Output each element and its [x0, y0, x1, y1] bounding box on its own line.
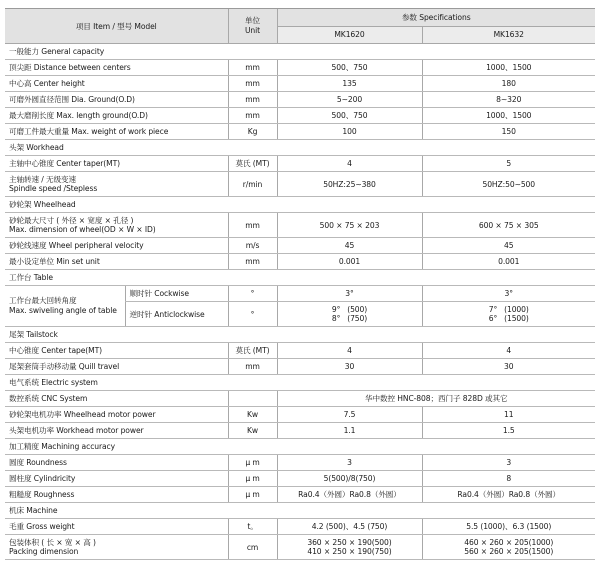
header-unit-cn: 单位	[245, 16, 260, 25]
row-label-cn: 主轴转速 / 无级变速	[9, 175, 77, 184]
section-machine	[5, 503, 595, 519]
section-title: 尾架 Tailstock	[5, 327, 595, 343]
row-value-mk1620: 30	[277, 359, 422, 375]
row-value-mk1632: 180	[422, 76, 595, 92]
table-row	[5, 124, 595, 140]
row-value-mk1632: 150	[422, 124, 595, 140]
table-row	[5, 471, 595, 487]
row-value-cnc: 华中数控 HNC-808；西门子 828D 或其它	[277, 391, 595, 407]
table-row	[5, 359, 595, 375]
header-row	[5, 9, 595, 27]
row-value-mk1632: 30	[422, 359, 595, 375]
row-label: 粗糙度 Roughness	[5, 487, 228, 503]
row-value-mk1632: 600 × 75 × 305	[422, 213, 595, 238]
row-value-mk1632: 1000、1500	[422, 60, 595, 76]
value-line: 360 × 250 × 190(500)	[307, 538, 392, 547]
row-value-mk1632	[422, 302, 595, 327]
row-unit: μ m	[228, 471, 277, 487]
row-label: 尾架套筒手动移动量 Quill travel	[5, 359, 228, 375]
row-unit: mm	[228, 60, 277, 76]
section-general-capacity	[5, 44, 595, 60]
section-table	[5, 270, 595, 286]
table-row	[5, 213, 595, 238]
value-line: 9° (500)	[331, 305, 368, 314]
row-value-mk1632	[422, 535, 595, 560]
value-line: 7° (1000)	[488, 305, 529, 314]
row-unit: Kw	[228, 423, 277, 439]
table-row	[5, 343, 595, 359]
row-unit: mm	[228, 76, 277, 92]
row-unit: mm	[228, 213, 277, 238]
value-line: 560 × 260 × 205(1500)	[464, 547, 554, 556]
row-label-cn: 砂轮最大尺寸 ( 外径 × 宽度 × 孔径 )	[9, 216, 134, 225]
row-unit: mm	[228, 254, 277, 270]
row-value-mk1632: 8~320	[422, 92, 595, 108]
section-title: 工作台 Table	[5, 270, 595, 286]
table-row	[5, 519, 595, 535]
row-unit: μ m	[228, 455, 277, 471]
row-label-cn: 工作台最大回转角度	[9, 296, 77, 305]
header-specifications: 参数 Specifications	[277, 9, 595, 27]
row-sublabel-anticlockwise: 逆时针 Anticlockwise	[125, 302, 228, 327]
header-item-model: 项目 Item / 型号 Model	[5, 9, 228, 44]
row-value-mk1632: 50HZ:50~500	[422, 172, 595, 197]
section-title: 加工精度 Machining accuracy	[5, 439, 595, 455]
row-value-mk1632: 5	[422, 156, 595, 172]
row-label	[5, 172, 228, 197]
value-line: 8° (750)	[331, 314, 368, 323]
row-value-mk1632: 3	[422, 455, 595, 471]
row-value-mk1620: 5(500)/8(750)	[277, 471, 422, 487]
row-label	[5, 286, 125, 327]
row-value-mk1620: 4	[277, 156, 422, 172]
row-label: 最小设定单位 Min set unit	[5, 254, 228, 270]
row-label: 可磨工件最大重量 Max. weight of work piece	[5, 124, 228, 140]
row-unit: m/s	[228, 238, 277, 254]
table-row	[5, 156, 595, 172]
row-unit: mm	[228, 108, 277, 124]
row-value-mk1632: 8	[422, 471, 595, 487]
row-label: 圆柱度 Cylindricity	[5, 471, 228, 487]
row-unit: r/min	[228, 172, 277, 197]
row-value-mk1620: 4	[277, 343, 422, 359]
table-row	[5, 423, 595, 439]
table-row	[5, 286, 595, 302]
row-label: 可磨外圆直径范围 Dia. Ground(O.D)	[5, 92, 228, 108]
row-value-mk1620: 0.001	[277, 254, 422, 270]
value-line: 6° (1500)	[488, 314, 529, 323]
table-row	[5, 238, 595, 254]
table-row	[5, 60, 595, 76]
row-value-mk1632: 11	[422, 407, 595, 423]
row-value-mk1620: 50HZ:25~380	[277, 172, 422, 197]
row-value-mk1632: 5.5 (1000)、6.3 (1500)	[422, 519, 595, 535]
row-value-mk1632: 4	[422, 343, 595, 359]
row-value-mk1620: 3°	[277, 286, 422, 302]
section-title: 砂轮架 Wheelhead	[5, 197, 595, 213]
table-row	[5, 254, 595, 270]
row-label: 顶尖距 Distance between centers	[5, 60, 228, 76]
row-label: 头架电机功率 Workhead motor power	[5, 423, 228, 439]
row-label: 中心高 Center height	[5, 76, 228, 92]
row-unit: °	[228, 286, 277, 302]
row-label: 圆度 Roundness	[5, 455, 228, 471]
row-label	[5, 535, 228, 560]
row-unit: °	[228, 302, 277, 327]
row-value-mk1632: 3°	[422, 286, 595, 302]
table-row	[5, 172, 595, 197]
row-label: 毛重 Gross weight	[5, 519, 228, 535]
header-model-mk1632: MK1632	[422, 26, 595, 44]
row-value-mk1620: Ra0.4（外圆）Ra0.8（外圆）	[277, 487, 422, 503]
row-value-mk1620: 500、750	[277, 60, 422, 76]
row-value-mk1620: 500 × 75 × 203	[277, 213, 422, 238]
row-value-mk1620: 7.5	[277, 407, 422, 423]
row-label-en: Max. dimension of wheel(OD × W × ID)	[9, 225, 156, 234]
row-label: 砂轮架电机功率 Wheelhead motor power	[5, 407, 228, 423]
table-row	[5, 487, 595, 503]
row-value-mk1620: 500、750	[277, 108, 422, 124]
row-unit	[228, 391, 277, 407]
row-unit: t。	[228, 519, 277, 535]
table-row	[5, 92, 595, 108]
row-label-en: Packing dimension	[9, 547, 79, 556]
section-electric-system	[5, 375, 595, 391]
section-title: 一般能力 General capacity	[5, 44, 595, 60]
section-workhead	[5, 140, 595, 156]
row-label: 中心锥度 Center tape(MT)	[5, 343, 228, 359]
header-unit	[228, 9, 277, 44]
table-row	[5, 108, 595, 124]
row-label	[5, 213, 228, 238]
section-title: 头架 Workhead	[5, 140, 595, 156]
header-model-mk1620: MK1620	[277, 26, 422, 44]
row-value-mk1620: 5~200	[277, 92, 422, 108]
row-unit: 莫氏 (MT)	[228, 343, 277, 359]
row-value-mk1632: 1.5	[422, 423, 595, 439]
specifications-table	[5, 8, 595, 560]
table-row	[5, 76, 595, 92]
row-unit: 莫氏 (MT)	[228, 156, 277, 172]
row-value-mk1620: 3	[277, 455, 422, 471]
row-value-mk1620	[277, 535, 422, 560]
row-value-mk1632: 45	[422, 238, 595, 254]
row-unit: μ m	[228, 487, 277, 503]
table-row	[5, 535, 595, 560]
row-label: 最大磨削长度 Max. length ground(O.D)	[5, 108, 228, 124]
row-value-mk1620: 45	[277, 238, 422, 254]
row-value-mk1632: Ra0.4（外圆）Ra0.8（外圆）	[422, 487, 595, 503]
row-label-en: Max. swiveling angle of table	[9, 306, 117, 315]
row-value-mk1620: 4.2 (500)、4.5 (750)	[277, 519, 422, 535]
row-label: 数控系统 CNC System	[5, 391, 228, 407]
row-sublabel-clockwise: 顺时针 Cockwise	[125, 286, 228, 302]
table-row	[5, 455, 595, 471]
row-label: 主轴中心锥度 Center taper(MT)	[5, 156, 228, 172]
row-unit: mm	[228, 92, 277, 108]
row-value-mk1620	[277, 302, 422, 327]
row-value-mk1632: 0.001	[422, 254, 595, 270]
value-line: 410 × 250 × 190(750)	[307, 547, 392, 556]
table-row	[5, 391, 595, 407]
header-unit-en: Unit	[244, 26, 261, 35]
row-label-en: Spindle speed /Stepless	[9, 184, 98, 193]
row-unit: Kw	[228, 407, 277, 423]
value-line: 460 × 260 × 205(1000)	[464, 538, 554, 547]
section-title: 机床 Machine	[5, 503, 595, 519]
section-wheelhead	[5, 197, 595, 213]
row-label-cn: 包装体积 ( 长 × 宽 × 高 )	[9, 538, 96, 547]
table-row	[5, 407, 595, 423]
row-value-mk1620: 135	[277, 76, 422, 92]
row-unit: cm	[228, 535, 277, 560]
row-unit: Kg	[228, 124, 277, 140]
row-value-mk1620: 100	[277, 124, 422, 140]
section-machining-accuracy	[5, 439, 595, 455]
row-unit: mm	[228, 359, 277, 375]
row-value-mk1632: 1000、1500	[422, 108, 595, 124]
row-value-mk1620: 1.1	[277, 423, 422, 439]
section-tailstock	[5, 327, 595, 343]
section-title: 电气系统 Electric system	[5, 375, 595, 391]
row-label: 砂轮线速度 Wheel peripheral velocity	[5, 238, 228, 254]
